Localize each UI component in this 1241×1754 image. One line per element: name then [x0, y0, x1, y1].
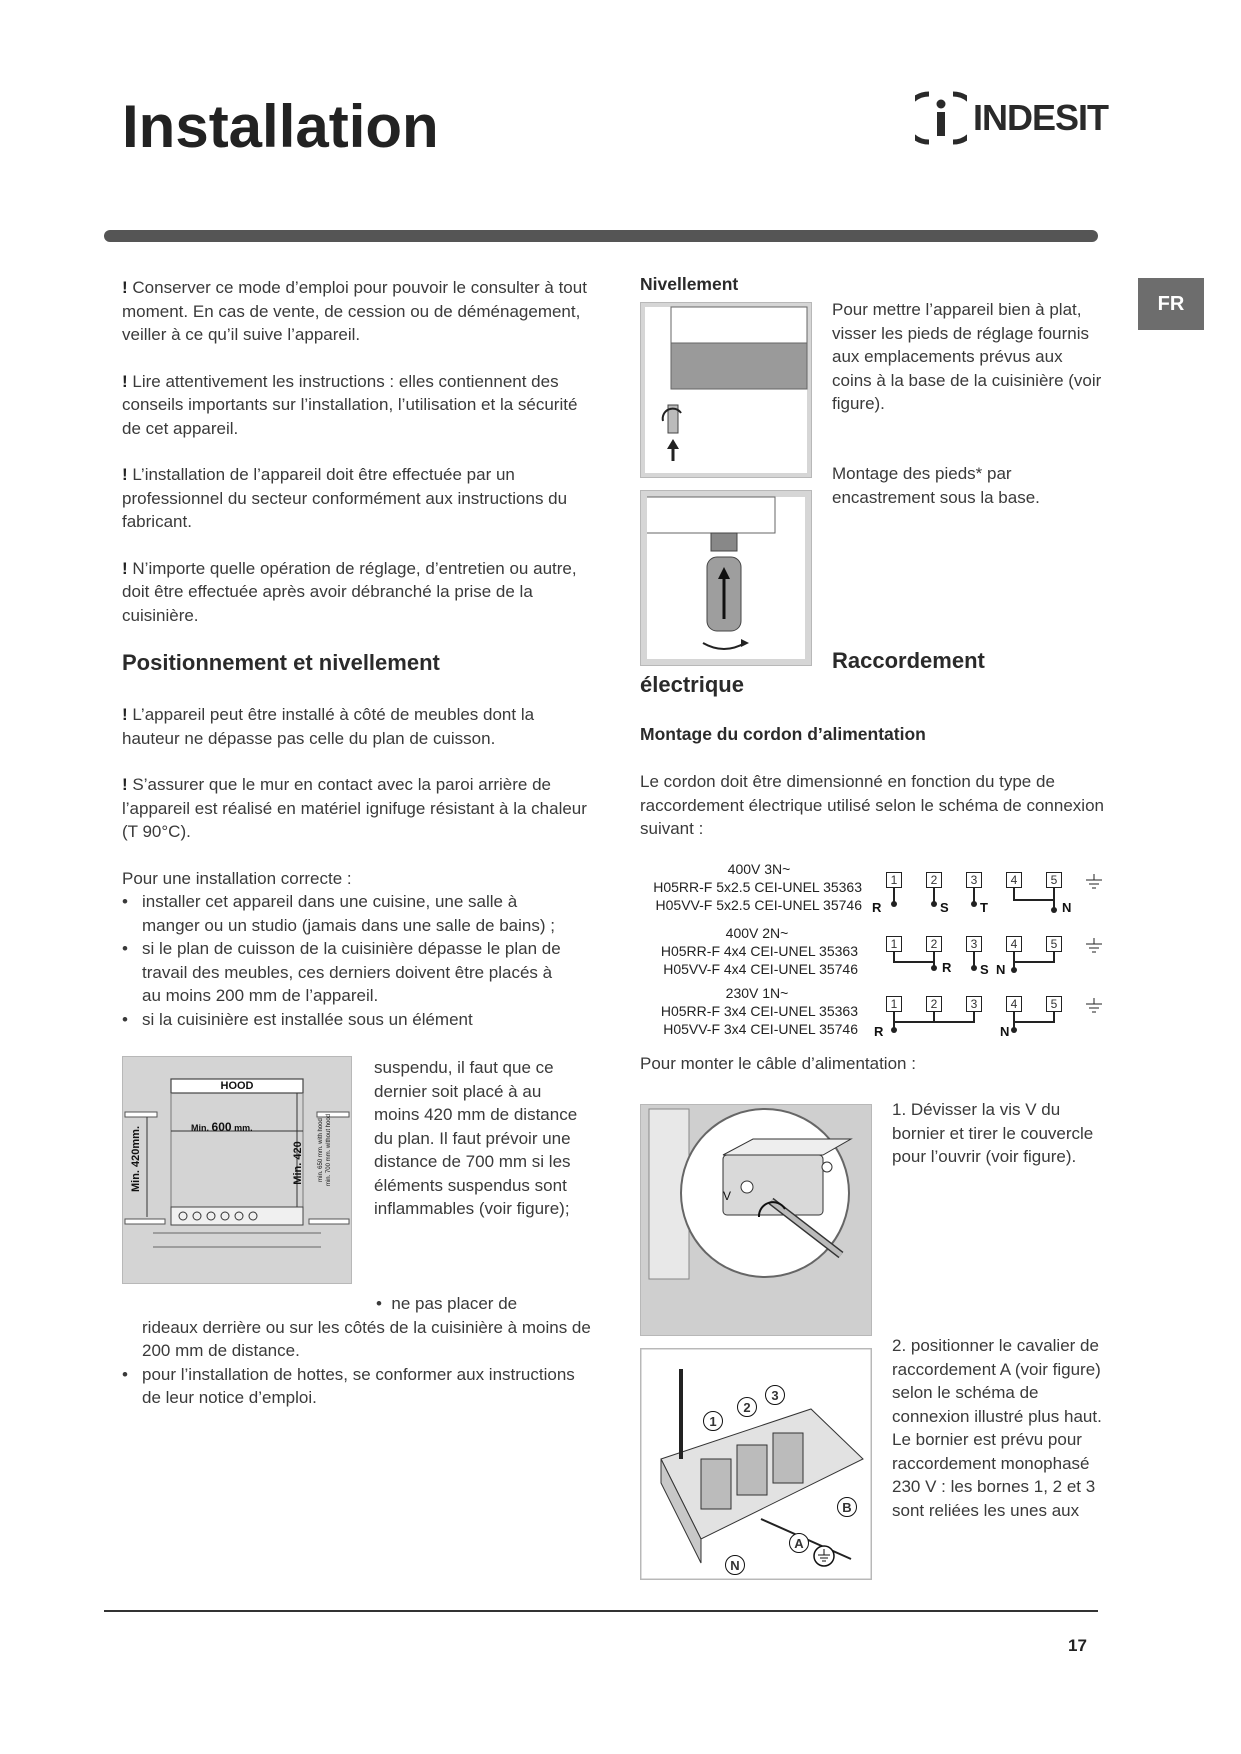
wiring-row-1-lines	[886, 870, 1116, 916]
language-tab[interactable]: FR	[1138, 278, 1204, 330]
right-clearance-label: Min. 420	[292, 1141, 304, 1185]
header-rule	[104, 230, 1098, 242]
bullet-item: • si la cuisinière est installée sous un élément	[122, 1008, 562, 1032]
terminal: 5	[1046, 996, 1062, 1012]
terminal: 2	[926, 936, 942, 952]
note-3: ! L’installation de l’appareil doit être effectuée par un professionnel du secteur conformément aux instructions du fabricant.	[122, 465, 568, 531]
phase-label: N	[1000, 1024, 1010, 1039]
bullet3-continuation: suspendu, il faut que ce dernier soit placé à au moins 420 mm de distance du plan. Il faut prévoir une distance de 700 mm si les éléments suspendus sont inflammables (voir figure);	[374, 1058, 578, 1218]
electrical-title-line1: Raccordement	[832, 648, 985, 673]
phase-label: R	[874, 1024, 884, 1039]
wiring-row-1-terminals	[872, 870, 1116, 916]
min-width-label: Min. 600 mm.	[191, 1120, 253, 1134]
bullet5-list	[122, 1363, 592, 1410]
wiring-diagram	[628, 860, 1108, 1040]
terminal-block-diagram	[641, 1349, 871, 1579]
positioning-notes	[122, 703, 592, 1031]
phase-label: R	[942, 960, 952, 975]
terminal-cover-diagram	[641, 1105, 871, 1335]
terminal: 5	[1046, 872, 1062, 888]
phase-label: S	[940, 900, 949, 915]
bullet4-start: • ne pas placer de	[376, 1294, 518, 1313]
wiring-row-1-cables: 400V 3N~ H05RR-F 5x2.5 CEI-UNEL 35363 H05VV-F 5x2.5 CEI-UNEL 35746	[653, 861, 862, 913]
callout-a: A	[789, 1533, 809, 1553]
cord-title: Montage du cordon d’alimentation	[640, 724, 926, 744]
terminal-cover-figure	[640, 1104, 872, 1336]
leveling-text: Pour mettre l’appareil bien à plat, visser les pieds de réglage fournis aux emplacements prévus aux coins à la base de la cuisinière (voir figure).	[832, 300, 1102, 413]
terminal: 2	[926, 996, 942, 1012]
terminal: 5	[1046, 936, 1062, 952]
note-1: ! Conserver ce mode d’emploi pour pouvoir le consulter à tout moment. En cas de vente, de cession ou de déménagement, veiller à ce qu’il suive l’appareil.	[122, 278, 587, 344]
page-number: 17	[1068, 1636, 1087, 1655]
phase-label: R	[872, 900, 882, 915]
pos-note-1: ! L’appareil peut être installé à côté de meubles dont la hauteur ne dépasse pas celle du plan de cuisson.	[122, 705, 535, 748]
indesit-logo-icon	[915, 90, 967, 146]
terminal: 3	[966, 936, 982, 952]
leveling-figure	[640, 302, 812, 478]
leveling-title: Nivellement	[640, 274, 739, 294]
left-clearance-label: Min. 420mm.	[130, 1125, 142, 1193]
bullet4-rest: rideaux derrière ou sur les côtés de la cuisinière à moins de 200 mm de distance.	[142, 1317, 591, 1360]
terminal: 2	[926, 872, 942, 888]
right-with-hood-note: min. 650 mm. with hood	[318, 1118, 324, 1182]
phase-label: T	[980, 900, 988, 915]
cord-text: Le cordon doit être dimensionné en fonction du type de raccordement électrique utilisé selon le schéma de connexion suivant :	[640, 772, 1104, 838]
extra-bullets	[122, 1292, 592, 1410]
hood-label: HOOD	[220, 1080, 254, 1092]
terminal: 4	[1006, 996, 1022, 1012]
mount-intro: Pour monter le câble d’alimentation :	[640, 1054, 916, 1073]
install-bullets	[122, 890, 562, 1031]
terminal: 1	[886, 872, 902, 888]
intro-notes	[122, 276, 592, 627]
terminal: 4	[1006, 936, 1022, 952]
wiring-row-3-terminals	[874, 994, 1116, 1040]
callout-n: N	[725, 1555, 745, 1575]
step-2-text: 2. positionner le cavalier de raccordement A (voir figure) selon le schéma de connexion illustré plus haut. Le bornier est prévu pour raccordement monophasé 230 V : les bornes 1, 2 et 3 sont reliées les unes aux	[892, 1336, 1102, 1520]
brand-logo	[915, 88, 1108, 148]
callout-3: 3	[765, 1385, 785, 1405]
wiring-row-2-terminals	[886, 934, 1116, 980]
note-2: ! Lire attentivement les instructions : elles contiennent des conseils importants sur l’installation, l’utilisation et la sécurité de cet appareil.	[122, 371, 578, 438]
right-without-hood-note: min. 700 mm. without hood	[326, 1113, 332, 1187]
step-1-text: 1. Dévisser la vis V du bornier et tirer le couvercle pour l’ouvrir (voir figure).	[892, 1100, 1094, 1166]
wiring-row-3-cables: 230V 1N~ H05RR-F 3x4 CEI-UNEL 35363 H05VV-F 3x4 CEI-UNEL 35746	[660, 985, 858, 1037]
hood-clearance-figure	[122, 1056, 352, 1284]
terminal: 1	[886, 936, 902, 952]
terminal-block-figure	[640, 1348, 872, 1580]
phase-label: N	[996, 962, 1006, 977]
terminal: 1	[886, 996, 902, 1012]
pos-note-2: ! S’assurer que le mur en contact avec la paroi arrière de l’appareil est réalisé en matériel ignifuge résistant à la chaleur (T 90°C).	[122, 775, 587, 841]
terminal: 3	[966, 996, 982, 1012]
footer-rule	[104, 1610, 1098, 1612]
bullet-item: • pour l’installation de hottes, se conformer aux instructions de leur notice d’emploi.	[122, 1363, 592, 1410]
callout-1: 1	[703, 1411, 723, 1431]
bullet-item: • installer cet appareil dans une cuisine, une salle à manger ou un studio (jamais dans une salle de bains) ;	[122, 890, 562, 937]
feet-figure	[640, 490, 812, 666]
note-4: ! N’importe quelle opération de réglage, d’entretien ou autre, doit être effectuée après avoir débranché la prise de la cuisinière.	[122, 558, 577, 625]
ground-icon	[813, 1545, 835, 1567]
brand-name: INDESIT	[973, 97, 1109, 138]
callout-2: 2	[737, 1397, 757, 1417]
page-title: Installation	[122, 93, 439, 160]
section-positioning-title: Positionnement et nivellement	[122, 650, 440, 675]
callout-b: B	[837, 1497, 857, 1517]
bullet-item: • si le plan de cuisson de la cuisinière dépasse le plan de travail des meubles, ces derniers doivent être placés à au moins 200 mm de l’appareil.	[122, 937, 562, 1008]
correct-install-intro: Pour une installation correcte :	[122, 868, 352, 888]
feet-text: Montage des pieds* par encastrement sous la base.	[832, 464, 1040, 507]
terminal: 3	[966, 872, 982, 888]
terminal: 4	[1006, 872, 1022, 888]
wiring-row-2-cables: 400V 2N~ H05RR-F 4x4 CEI-UNEL 35363 H05VV-F 4x4 CEI-UNEL 35746	[660, 925, 858, 977]
phase-label: N	[1062, 900, 1072, 915]
leveling-diagram	[641, 303, 811, 477]
electrical-title-line2: électrique	[640, 672, 744, 697]
phase-label: S	[980, 962, 989, 977]
screw-v-label: V	[723, 1189, 732, 1203]
feet-diagram	[641, 491, 811, 665]
